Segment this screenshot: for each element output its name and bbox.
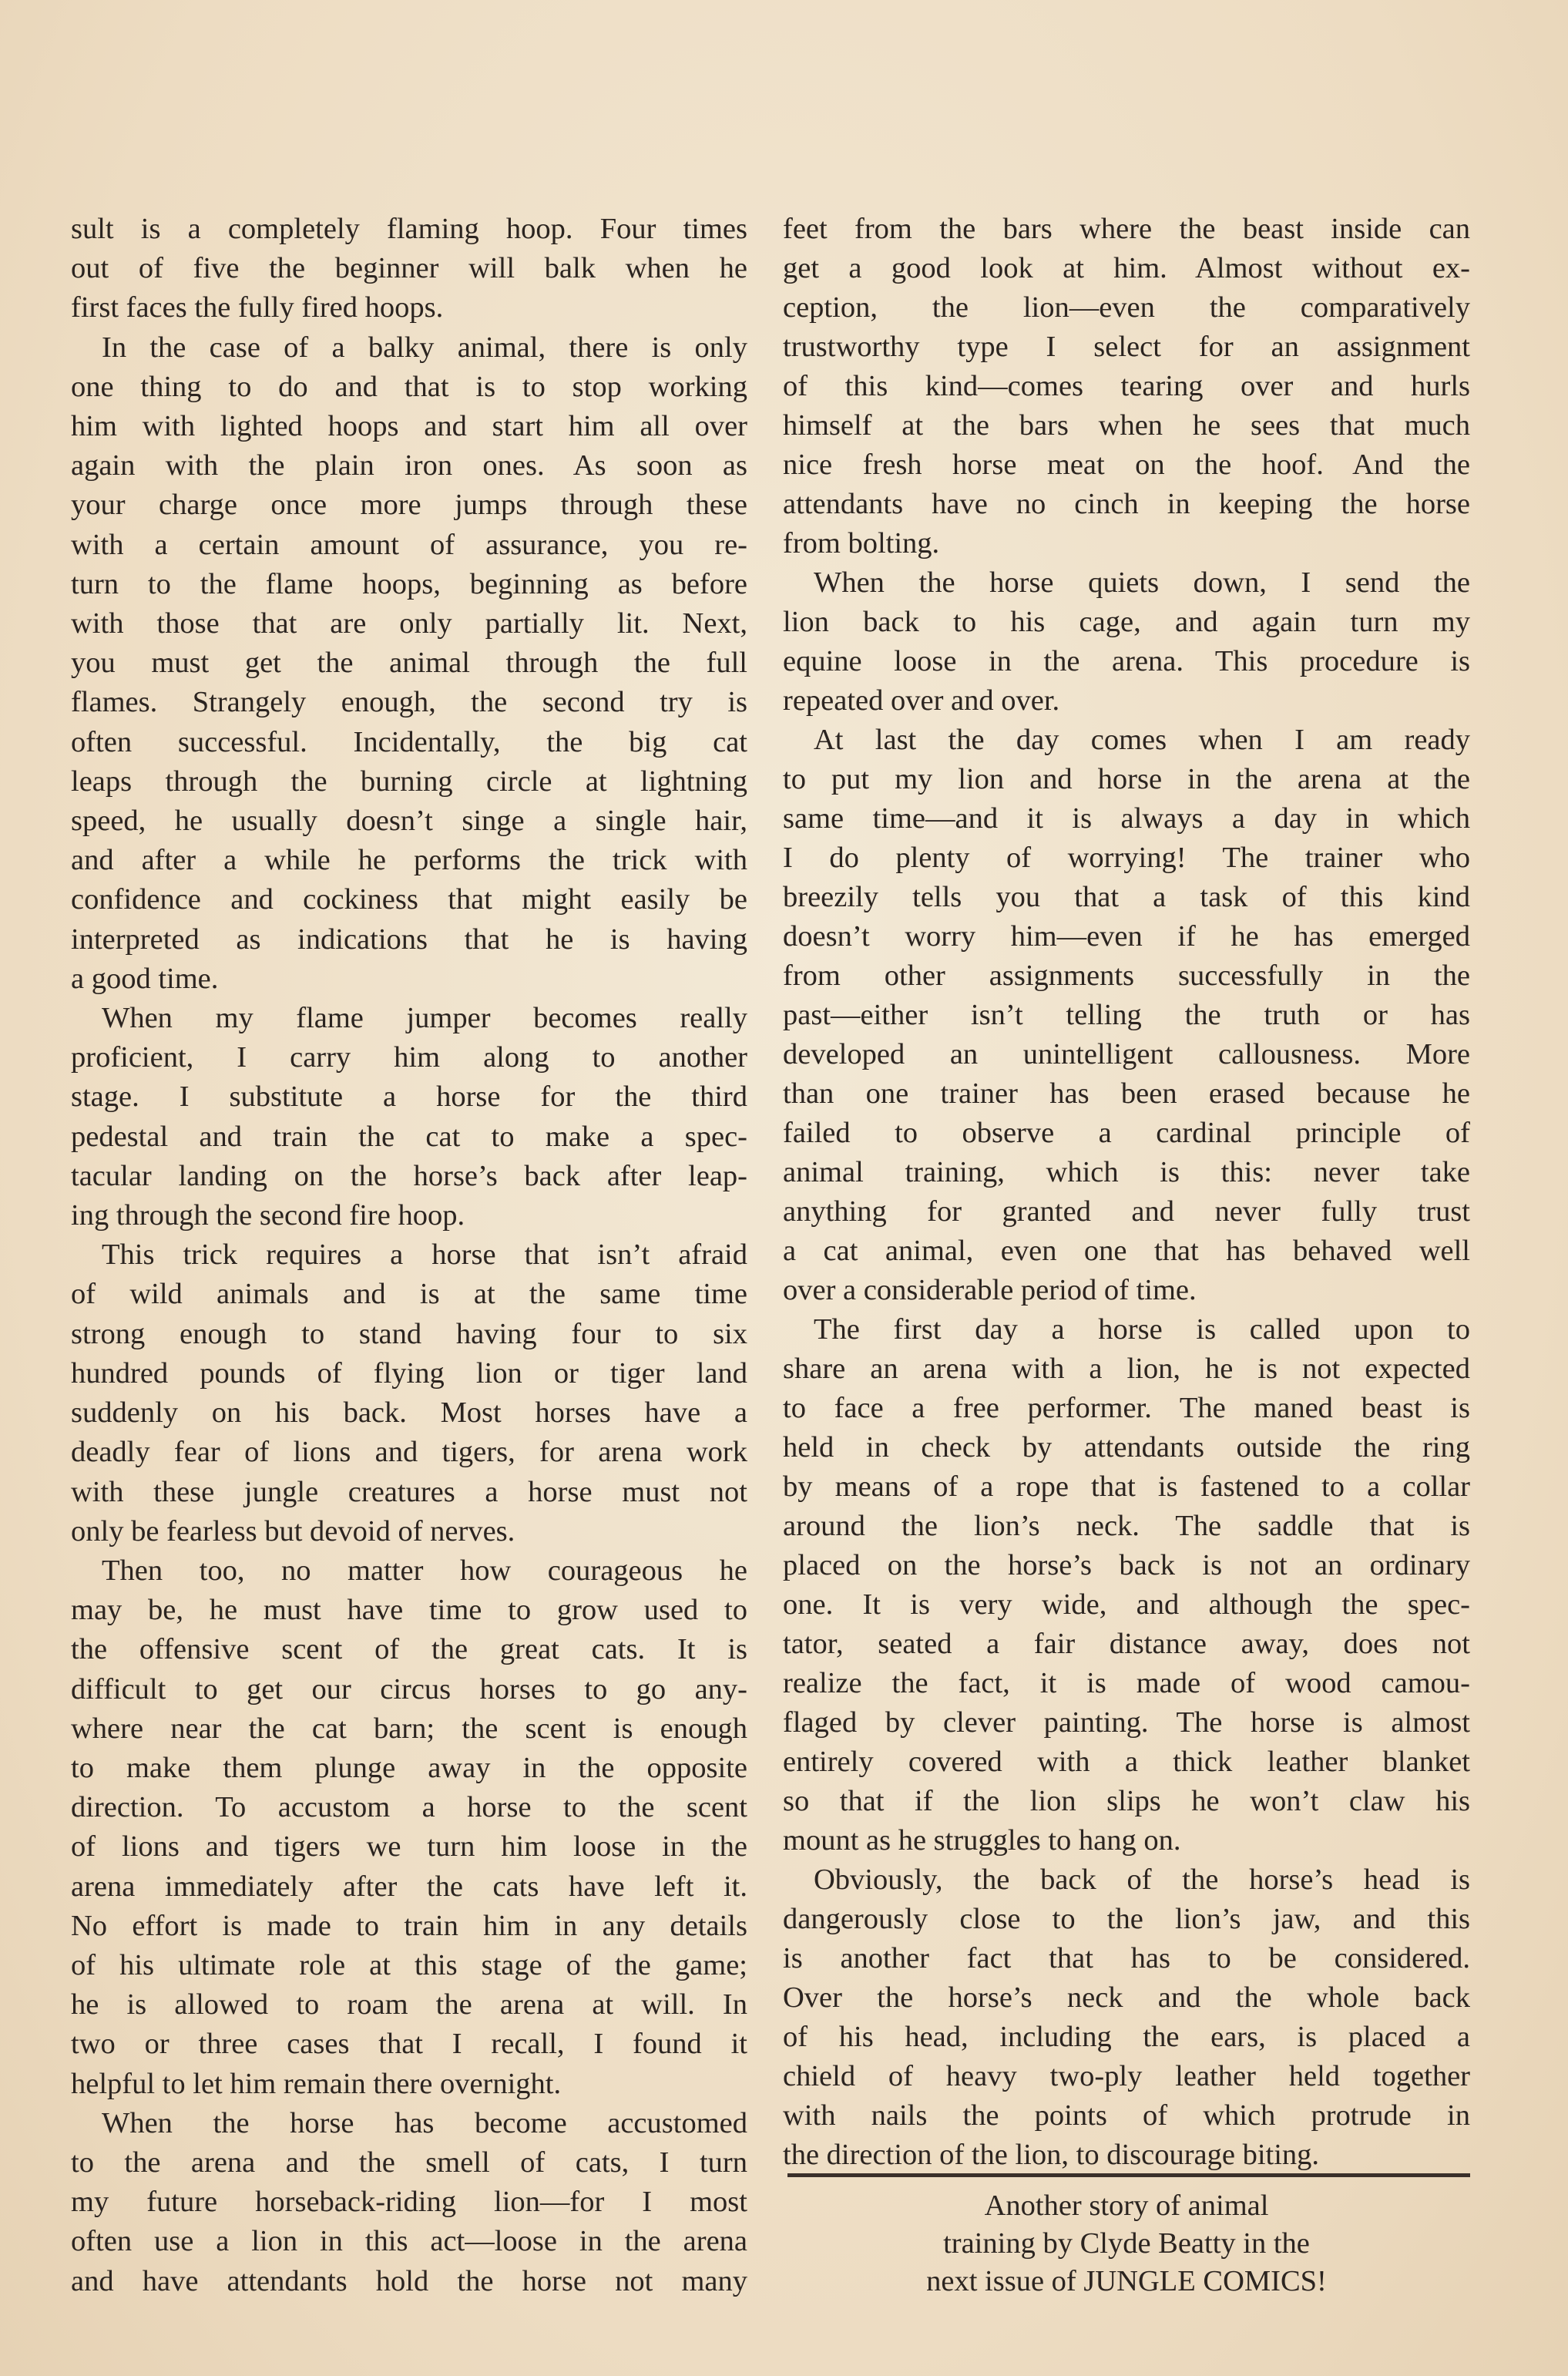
text-line: helpful to let him remain there overnight. bbox=[71, 2067, 562, 2100]
text-line: share an arena with a lion, he is not expected bbox=[783, 1353, 1470, 1385]
text-line: I do plenty of worrying! The trainer who bbox=[783, 842, 1470, 874]
text-line: ing through the second fire hoop. bbox=[71, 1199, 465, 1232]
text-line: This trick requires a horse that isn’t afraid bbox=[102, 1238, 747, 1272]
text-line: hundred pounds of flying lion or tiger land bbox=[71, 1356, 747, 1390]
text-line: anything for granted and never fully trust bbox=[783, 1195, 1470, 1228]
text-line: of wild animals and is at the same time bbox=[71, 1278, 747, 1311]
text-line: chield of heavy two-ply leather held together bbox=[783, 2060, 1470, 2092]
text-line: developed an unintelligent callousness. More bbox=[783, 1038, 1470, 1070]
text-line: to make them plunge away in the opposite bbox=[71, 1751, 747, 1784]
text-line: to put my lion and horse in the arena at the bbox=[783, 763, 1470, 795]
text-line: When my flame jumper becomes really bbox=[102, 1002, 747, 1035]
text-line: my future horseback-riding lion—for I most bbox=[71, 2186, 747, 2219]
text-line: with those that are only partially lit. Next, bbox=[71, 607, 747, 640]
text-line: past—either isn’t telling the truth or has bbox=[783, 999, 1470, 1031]
text-line: from bolting. bbox=[783, 527, 940, 560]
text-line: you must get the animal through the full bbox=[71, 647, 747, 680]
text-line: often use a lion in this act—loose in the arena bbox=[71, 2225, 747, 2258]
text-line: same time—and it is always a day in which bbox=[783, 802, 1470, 835]
left-text-column bbox=[71, 210, 747, 2301]
text-line: arena immediately after the cats have left it. bbox=[71, 1870, 747, 1903]
text-line: and have attendants hold the horse not many bbox=[71, 2264, 747, 2297]
text-line: to face a free performer. The maned beast is bbox=[783, 1392, 1470, 1424]
text-line: so that if the lion slips he won’t claw his bbox=[783, 1785, 1470, 1817]
text-line: flaged by clever painting. The horse is almost bbox=[783, 1706, 1470, 1739]
text-line: mount as he struggles to hang on. bbox=[783, 1824, 1181, 1857]
text-line: deadly fear of lions and tigers, for arena work bbox=[71, 1436, 747, 1469]
text-line: Over the horse’s neck and the whole back bbox=[783, 1981, 1470, 2014]
text-line: him with lighted hoops and start him all over bbox=[71, 410, 747, 443]
text-line: turn to the flame hoops, beginning as before bbox=[71, 567, 747, 600]
text-line: one. It is very wide, and although the spec- bbox=[783, 1588, 1470, 1621]
text-line: sult is a completely flaming hoop. Four times bbox=[71, 213, 747, 245]
text-line: direction. To accustom a horse to the scent bbox=[71, 1791, 747, 1824]
text-line: with these jungle creatures a horse must not bbox=[71, 1475, 747, 1508]
text-line: In the case of a balky animal, there is only bbox=[102, 331, 747, 364]
text-line: interpreted as indications that he is having bbox=[71, 923, 747, 956]
text-line: of this kind—comes tearing over and hurls bbox=[783, 370, 1470, 402]
text-line: by means of a rope that is fastened to a collar bbox=[783, 1470, 1470, 1503]
text-line: Then too, no matter how courageous he bbox=[102, 1554, 747, 1587]
text-line: strong enough to stand having four to six bbox=[71, 1317, 747, 1350]
text-line: dangerously close to the lion’s jaw, and this bbox=[783, 1903, 1470, 1935]
paragraph bbox=[783, 210, 1470, 563]
right-text-column bbox=[783, 210, 1470, 2175]
text-line: difficult to get our circus horses to go any- bbox=[71, 1672, 747, 1706]
paragraph bbox=[783, 721, 1470, 1310]
text-line: entirely covered with a thick leather blanket bbox=[783, 1746, 1470, 1778]
text-line: is another fact that has to be considered. bbox=[783, 1942, 1470, 1974]
text-line: over a considerable period of time. bbox=[783, 1274, 1197, 1306]
text-line: around the lion’s neck. The saddle that is bbox=[783, 1510, 1470, 1542]
text-line: one thing to do and that is to stop working bbox=[71, 370, 747, 403]
paragraph bbox=[783, 1860, 1470, 2175]
text-line: The first day a horse is called upon to bbox=[814, 1313, 1470, 1346]
text-line: failed to observe a cardinal principle of bbox=[783, 1117, 1470, 1149]
text-line: lion back to his cage, and again turn my bbox=[783, 606, 1470, 638]
paragraph bbox=[71, 1235, 747, 1551]
text-line: ception, the lion—even the comparatively bbox=[783, 291, 1470, 324]
text-line: trustworthy type I select for an assignment bbox=[783, 331, 1470, 363]
text-line: stage. I substitute a horse for the third bbox=[71, 1080, 747, 1114]
text-line: often successful. Incidentally, the big cat bbox=[71, 725, 747, 758]
text-line: out of five the beginner will balk when he bbox=[71, 252, 747, 285]
text-line: animal training, which is this: never take bbox=[783, 1156, 1470, 1188]
text-line: with nails the points of which protrude in bbox=[783, 2099, 1470, 2132]
note-line: next issue of JUNGLE COMICS! bbox=[926, 2265, 1327, 2297]
text-line: again with the plain iron ones. As soon as bbox=[71, 449, 747, 482]
divider-rule bbox=[787, 2173, 1470, 2177]
text-line: leaps through the burning circle at lightning bbox=[71, 765, 747, 798]
text-line: placed on the horse’s back is not an ordinary bbox=[783, 1549, 1470, 1581]
text-line: speed, he usually doesn’t singe a single hair, bbox=[71, 805, 747, 838]
next-issue-note bbox=[783, 2187, 1470, 2300]
text-line: a good time. bbox=[71, 962, 219, 995]
text-line: pedestal and train the cat to make a spec- bbox=[71, 1120, 747, 1153]
paragraph bbox=[71, 210, 747, 328]
text-line: than one trainer has been erased because he bbox=[783, 1077, 1470, 1110]
text-line: suddenly on his back. Most horses have a bbox=[71, 1396, 747, 1430]
text-line: attendants have no cinch in keeping the horse bbox=[783, 488, 1470, 520]
text-line: breezily tells you that a task of this kind bbox=[783, 881, 1470, 913]
text-line: confidence and cockiness that might easily be bbox=[71, 883, 747, 916]
text-line: of his head, including the ears, is placed a bbox=[783, 2021, 1470, 2053]
text-line: doesn’t worry him—even if he has emerged bbox=[783, 920, 1470, 953]
text-line: the direction of the lion, to discourage biting. bbox=[783, 2139, 1320, 2171]
paragraph bbox=[71, 1551, 747, 2104]
text-line: feet from the bars where the beast inside can bbox=[783, 213, 1470, 245]
text-line: tator, seated a fair distance away, does not bbox=[783, 1628, 1470, 1660]
note-line: Another story of animal bbox=[984, 2189, 1269, 2222]
text-line: from other assignments successfully in the bbox=[783, 959, 1470, 992]
text-line: first faces the fully fired hoops. bbox=[71, 291, 444, 324]
text-line: nice fresh horse meat on the hoof. And the bbox=[783, 449, 1470, 481]
text-line: proficient, I carry him along to another bbox=[71, 1041, 747, 1074]
paragraph bbox=[783, 1310, 1470, 1860]
text-line: At last the day comes when I am ready bbox=[814, 724, 1470, 756]
text-line: with a certain amount of assurance, you re- bbox=[71, 528, 747, 561]
text-line: get a good look at him. Almost without ex- bbox=[783, 252, 1470, 284]
paragraph bbox=[71, 2104, 747, 2301]
text-line: the offensive scent of the great cats. It is bbox=[71, 1633, 747, 1666]
text-line: No effort is made to train him in any details bbox=[71, 1909, 747, 1942]
text-line: himself at the bars when he sees that much bbox=[783, 409, 1470, 442]
text-line: a cat animal, even one that has behaved well bbox=[783, 1235, 1470, 1267]
text-line: realize the fact, it is made of wood camou- bbox=[783, 1667, 1470, 1699]
text-line: When the horse quiets down, I send the bbox=[814, 566, 1470, 599]
text-line: and after a while he performs the trick with bbox=[71, 844, 747, 877]
paragraph bbox=[71, 328, 747, 999]
text-line: tacular landing on the horse’s back after leap- bbox=[71, 1159, 747, 1192]
text-line: two or three cases that I recall, I found it bbox=[71, 2028, 747, 2061]
text-line: he is allowed to roam the arena at will. In bbox=[71, 1988, 747, 2021]
text-line: where near the cat barn; the scent is enough bbox=[71, 1712, 747, 1745]
text-line: of lions and tigers we turn him loose in the bbox=[71, 1830, 747, 1863]
text-line: equine loose in the arena. This procedure is bbox=[783, 645, 1470, 677]
text-line: to the arena and the smell of cats, I turn bbox=[71, 2146, 747, 2179]
text-line: repeated over and over. bbox=[783, 684, 1060, 717]
text-line: only be fearless but devoid of nerves. bbox=[71, 1514, 515, 1548]
text-line: held in check by attendants outside the ring bbox=[783, 1431, 1470, 1464]
text-line: When the horse has become accustomed bbox=[102, 2106, 747, 2139]
text-line: of his ultimate role at this stage of the game; bbox=[71, 1948, 747, 1981]
note-line: training by Clyde Beatty in the bbox=[943, 2227, 1310, 2260]
text-line: flames. Strangely enough, the second try is bbox=[71, 686, 747, 719]
text-line: may be, he must have time to grow used to bbox=[71, 1594, 747, 1627]
paragraph bbox=[71, 999, 747, 1235]
paragraph bbox=[783, 563, 1470, 721]
text-line: your charge once more jumps through these bbox=[71, 489, 747, 522]
text-line: Obviously, the back of the horse’s head is bbox=[814, 1863, 1470, 1896]
